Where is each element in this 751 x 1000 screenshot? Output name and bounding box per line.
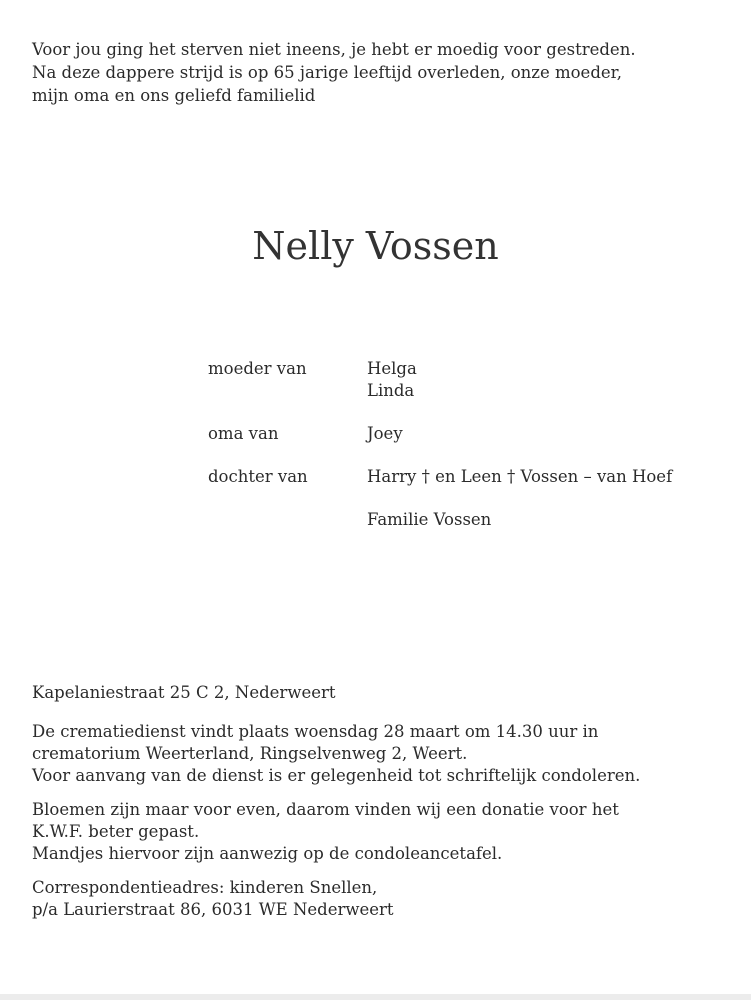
flowers-info xyxy=(32,799,732,865)
family-list xyxy=(208,358,738,552)
relation-names xyxy=(367,423,403,445)
service-info xyxy=(32,721,732,787)
practical-info xyxy=(32,682,732,933)
relation-names xyxy=(367,466,672,488)
intro-line: Na deze dappere strijd is op 65 jarige leeftijd overleden, onze moeder, xyxy=(32,63,622,82)
relation-label: dochter van xyxy=(208,467,308,486)
relation-names xyxy=(367,509,491,531)
correspondence-line: Correspondentieadres: kinderen Snellen, xyxy=(32,878,378,897)
service-line: Voor aanvang van de dienst is er gelegenheid tot schriftelijk condoleren. xyxy=(32,766,641,785)
intro-text xyxy=(32,38,732,107)
relation-label: oma van xyxy=(208,424,279,443)
flowers-line: Mandjes hiervoor zijn aanwezig op de condoleancetafel. xyxy=(32,844,503,863)
service-line: De crematiedienst vindt plaats woensdag 28 maart om 14.30 uur in xyxy=(32,722,599,741)
relation-names xyxy=(367,358,417,402)
correspondence-line: p/a Laurierstraat 86, 6031 WE Nederweert xyxy=(32,900,394,919)
family-row xyxy=(208,509,738,531)
home-address xyxy=(32,682,732,704)
flowers-line: Bloemen zijn maar voor even, daarom vinden wij een donatie voor het xyxy=(32,800,619,819)
service-line: crematorium Weerterland, Ringselvenweg 2, Weert. xyxy=(32,744,468,763)
family-member-name: Joey xyxy=(367,424,403,443)
family-row xyxy=(208,423,738,445)
family-row xyxy=(208,358,738,402)
deceased-name: Nelly Vossen xyxy=(252,224,499,268)
relation-label xyxy=(208,509,367,531)
address-line: Kapelaniestraat 25 C 2, Nederweert xyxy=(32,683,336,702)
family-member-name: Familie Vossen xyxy=(367,510,492,529)
family-member-name: Harry † en Leen † Vossen – van Hoef xyxy=(367,467,673,486)
flowers-line: K.W.F. beter gepast. xyxy=(32,822,200,841)
page-bottom-edge xyxy=(0,994,751,1000)
intro-line: Voor jou ging het sterven niet ineens, je hebt er moedig voor gestreden. xyxy=(32,40,636,59)
correspondence-address xyxy=(32,877,732,921)
intro-line: mijn oma en ons geliefd familielid xyxy=(32,86,316,105)
family-member-name: Helga xyxy=(367,359,417,378)
relation-label: moeder van xyxy=(208,359,307,378)
family-row xyxy=(208,466,738,488)
family-member-name: Linda xyxy=(367,381,415,400)
